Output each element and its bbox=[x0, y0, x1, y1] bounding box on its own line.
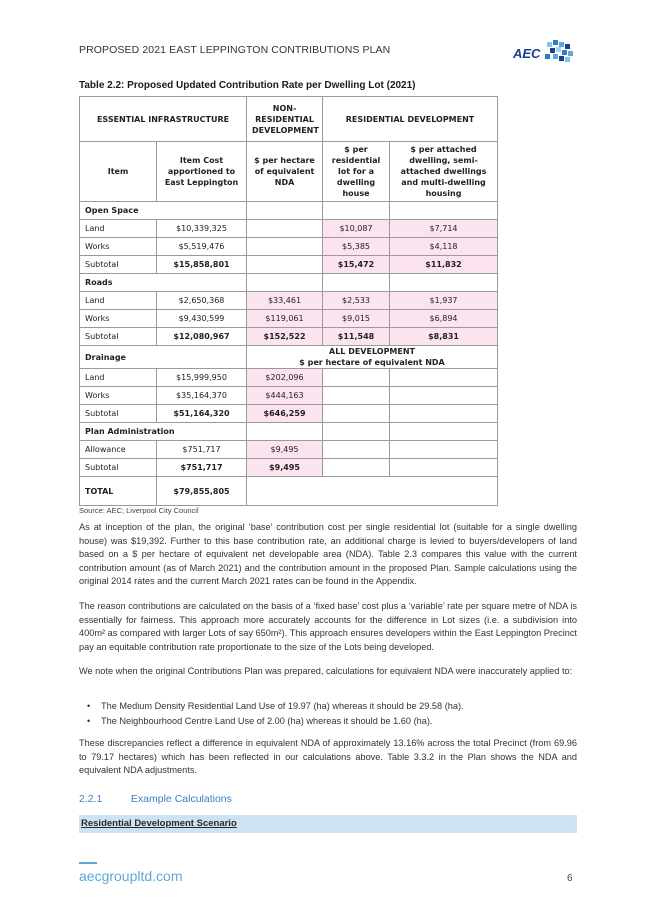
footer-accent-rule bbox=[79, 862, 97, 864]
table-source-note: Source: AEC; Liverpool City Council bbox=[79, 506, 199, 515]
total-cost-cell: $79,855,805 bbox=[157, 477, 247, 506]
cost-cell: $51,164,320 bbox=[157, 405, 247, 423]
logo-mosaic-icon bbox=[541, 40, 575, 64]
per-hectare-cell: $119,061 bbox=[247, 310, 323, 328]
table-row bbox=[80, 387, 498, 405]
cost-cell: $15,999,950 bbox=[157, 369, 247, 387]
item-cell: Works bbox=[80, 238, 157, 256]
bullet-glyph: • bbox=[87, 716, 91, 726]
item-column-header: Item bbox=[80, 142, 157, 202]
subtotal-row bbox=[80, 459, 498, 477]
per-attached-cell: $7,714 bbox=[390, 220, 498, 238]
table-row bbox=[80, 220, 498, 238]
item-cell: Subtotal bbox=[80, 459, 157, 477]
item-cell: Subtotal bbox=[80, 405, 157, 423]
scenario-heading: Residential Development Scenario bbox=[81, 818, 237, 829]
table-group-header-row bbox=[80, 97, 498, 142]
total-row bbox=[80, 477, 498, 506]
per-hectare-cell: $33,461 bbox=[247, 292, 323, 310]
per-hectare-cell bbox=[247, 256, 323, 274]
cost-cell: $9,430,599 bbox=[157, 310, 247, 328]
per-hectare-cell: $9,495 bbox=[247, 441, 323, 459]
logo-text: AEC bbox=[513, 46, 541, 61]
per-hectare-cell: $9,495 bbox=[247, 459, 323, 477]
per-hectare-cell: $202,096 bbox=[247, 369, 323, 387]
section-row-roads bbox=[80, 274, 498, 292]
per-attached-cell: $4,118 bbox=[390, 238, 498, 256]
bullet-item bbox=[87, 715, 571, 728]
cost-cell: $10,339,325 bbox=[157, 220, 247, 238]
item-cell: Subtotal bbox=[80, 328, 157, 346]
item-cell: Allowance bbox=[80, 441, 157, 459]
item-cell: Works bbox=[80, 310, 157, 328]
section-row-drainage bbox=[80, 346, 498, 369]
per-attached-cell: $1,937 bbox=[390, 292, 498, 310]
per-house-cell: $11,548 bbox=[323, 328, 390, 346]
table-row bbox=[80, 441, 498, 459]
subtotal-row bbox=[80, 405, 498, 423]
total-label: TOTAL bbox=[80, 477, 157, 506]
cost-cell: $35,164,370 bbox=[157, 387, 247, 405]
cost-cell: $751,717 bbox=[157, 441, 247, 459]
running-header: PROPOSED 2021 EAST LEPPINGTON CONTRIBUTIONS PLAN bbox=[79, 44, 391, 56]
table-row bbox=[80, 292, 498, 310]
item-cell: Works bbox=[80, 387, 157, 405]
table-row bbox=[80, 369, 498, 387]
bullet-text: The Neighbourhood Centre Land Use of 2.00 (ha) whereas it should be 1.60 (ha). bbox=[101, 716, 433, 726]
per-attached-cell: $11,832 bbox=[390, 256, 498, 274]
page-number: 6 bbox=[567, 873, 573, 884]
cost-cell: $15,858,801 bbox=[157, 256, 247, 274]
section-number: 2.2.1 bbox=[79, 793, 103, 805]
per-hectare-column-header: $ per hectare of equivalent NDA bbox=[247, 142, 323, 202]
per-attached-cell: $8,831 bbox=[390, 328, 498, 346]
residential-header: RESIDENTIAL DEVELOPMENT bbox=[323, 97, 498, 142]
subtotal-row bbox=[80, 328, 498, 346]
paragraph-fairness: The reason contributions are calculated on the basis of a ‘fixed base’ cost plus a ‘variable’ rate per square metre of NDA is essentially for fairness. This approach more accurately accounts for the difference in Lot sizes (i.e. a subdivision into 400m² as compared with larger Lots of say 650m²). This approach ensures developers within the East Leppington Precinct pay an equitable contribution rate proportionate to the size of the Lots being developed. bbox=[79, 601, 577, 652]
cost-cell: $5,519,476 bbox=[157, 238, 247, 256]
table-row bbox=[80, 238, 498, 256]
non-residential-header: NON-RESIDENTIAL DEVELOPMENT bbox=[247, 97, 323, 142]
section-title: Example Calculations bbox=[130, 793, 232, 805]
per-hectare-cell: $152,522 bbox=[247, 328, 323, 346]
all-development-title: ALL DEVELOPMENT bbox=[329, 347, 416, 356]
table-row bbox=[80, 310, 498, 328]
footer-website-link[interactable]: aecgroupltd.com bbox=[79, 868, 183, 884]
section-heading bbox=[79, 793, 232, 805]
paragraph-nda-note: We note when the original Contributions Plan was prepared, calculations for equivalent NDA were inaccurately applied to: bbox=[79, 666, 573, 676]
paragraph-base-contribution: As at inception of the plan, the original ‘base’ contribution cost per single residential lot (suitable for a single dwelling house) was $19,392. Further to this base contribution rate, an additional charge is levied to buyers/developers of land based on a $ per hectare of equivalent net developable area (NDA). Table 2.3 compares this value with the current contribution amount (as of March 2021) and the contribution amount in the proposed Plan. Sample calculations using the original 2014 rates and the current March 2021 rates can be found in the Appendix. bbox=[79, 522, 577, 587]
contribution-rate-table bbox=[79, 96, 498, 506]
per-attached-column-header: $ per attached dwelling, semi-attached dwellings and multi-dwelling housing bbox=[390, 142, 498, 202]
bullet-text: The Medium Density Residential Land Use of 19.97 (ha) whereas it should be 29.58 (ha). bbox=[101, 701, 464, 711]
per-hectare-cell: $444,163 bbox=[247, 387, 323, 405]
table-caption: Table 2.2: Proposed Updated Contribution Rate per Dwelling Lot (2021) bbox=[79, 80, 416, 91]
section-label: Drainage bbox=[80, 346, 247, 369]
per-hectare-cell bbox=[247, 220, 323, 238]
cost-column-header: Item Cost apportioned to East Leppington bbox=[157, 142, 247, 202]
per-house-cell: $2,533 bbox=[323, 292, 390, 310]
cost-cell: $751,717 bbox=[157, 459, 247, 477]
essential-infrastructure-header: ESSENTIAL INFRASTRUCTURE bbox=[80, 97, 247, 142]
section-label: Roads bbox=[80, 274, 247, 292]
item-cell: Subtotal bbox=[80, 256, 157, 274]
per-house-cell: $15,472 bbox=[323, 256, 390, 274]
per-house-column-header: $ per residential lot for a dwelling house bbox=[323, 142, 390, 202]
all-development-header bbox=[247, 346, 498, 369]
item-cell: Land bbox=[80, 220, 157, 238]
scenario-heading-bar bbox=[79, 815, 577, 833]
per-house-cell: $5,385 bbox=[323, 238, 390, 256]
table-column-header-row bbox=[80, 142, 498, 202]
section-label: Plan Administration bbox=[80, 423, 247, 441]
item-cell: Land bbox=[80, 292, 157, 310]
all-development-subtitle: $ per hectare of equivalent NDA bbox=[299, 358, 445, 367]
section-label: Open Space bbox=[80, 202, 247, 220]
bullet-glyph: • bbox=[87, 701, 91, 711]
cost-cell: $12,080,967 bbox=[157, 328, 247, 346]
cost-cell: $2,650,368 bbox=[157, 292, 247, 310]
per-hectare-cell bbox=[247, 238, 323, 256]
per-attached-cell: $6,894 bbox=[390, 310, 498, 328]
item-cell: Land bbox=[80, 369, 157, 387]
aec-logo bbox=[513, 40, 577, 64]
paragraph-discrepancies: These discrepancies reflect a difference in equivalent NDA of approximately 13.16% across the total Precinct (from 69.96 to 79.17 hectares) which has been reflected in our calculations above. Table 3.3.2 in the Plan shows the NDA and equivalent NDA adjustments. bbox=[79, 738, 577, 776]
subtotal-row bbox=[80, 256, 498, 274]
per-house-cell: $10,087 bbox=[323, 220, 390, 238]
section-row-plan-administration bbox=[80, 423, 498, 441]
bullet-item bbox=[87, 700, 571, 713]
per-house-cell: $9,015 bbox=[323, 310, 390, 328]
per-hectare-cell: $646,259 bbox=[247, 405, 323, 423]
section-row-open-space bbox=[80, 202, 498, 220]
